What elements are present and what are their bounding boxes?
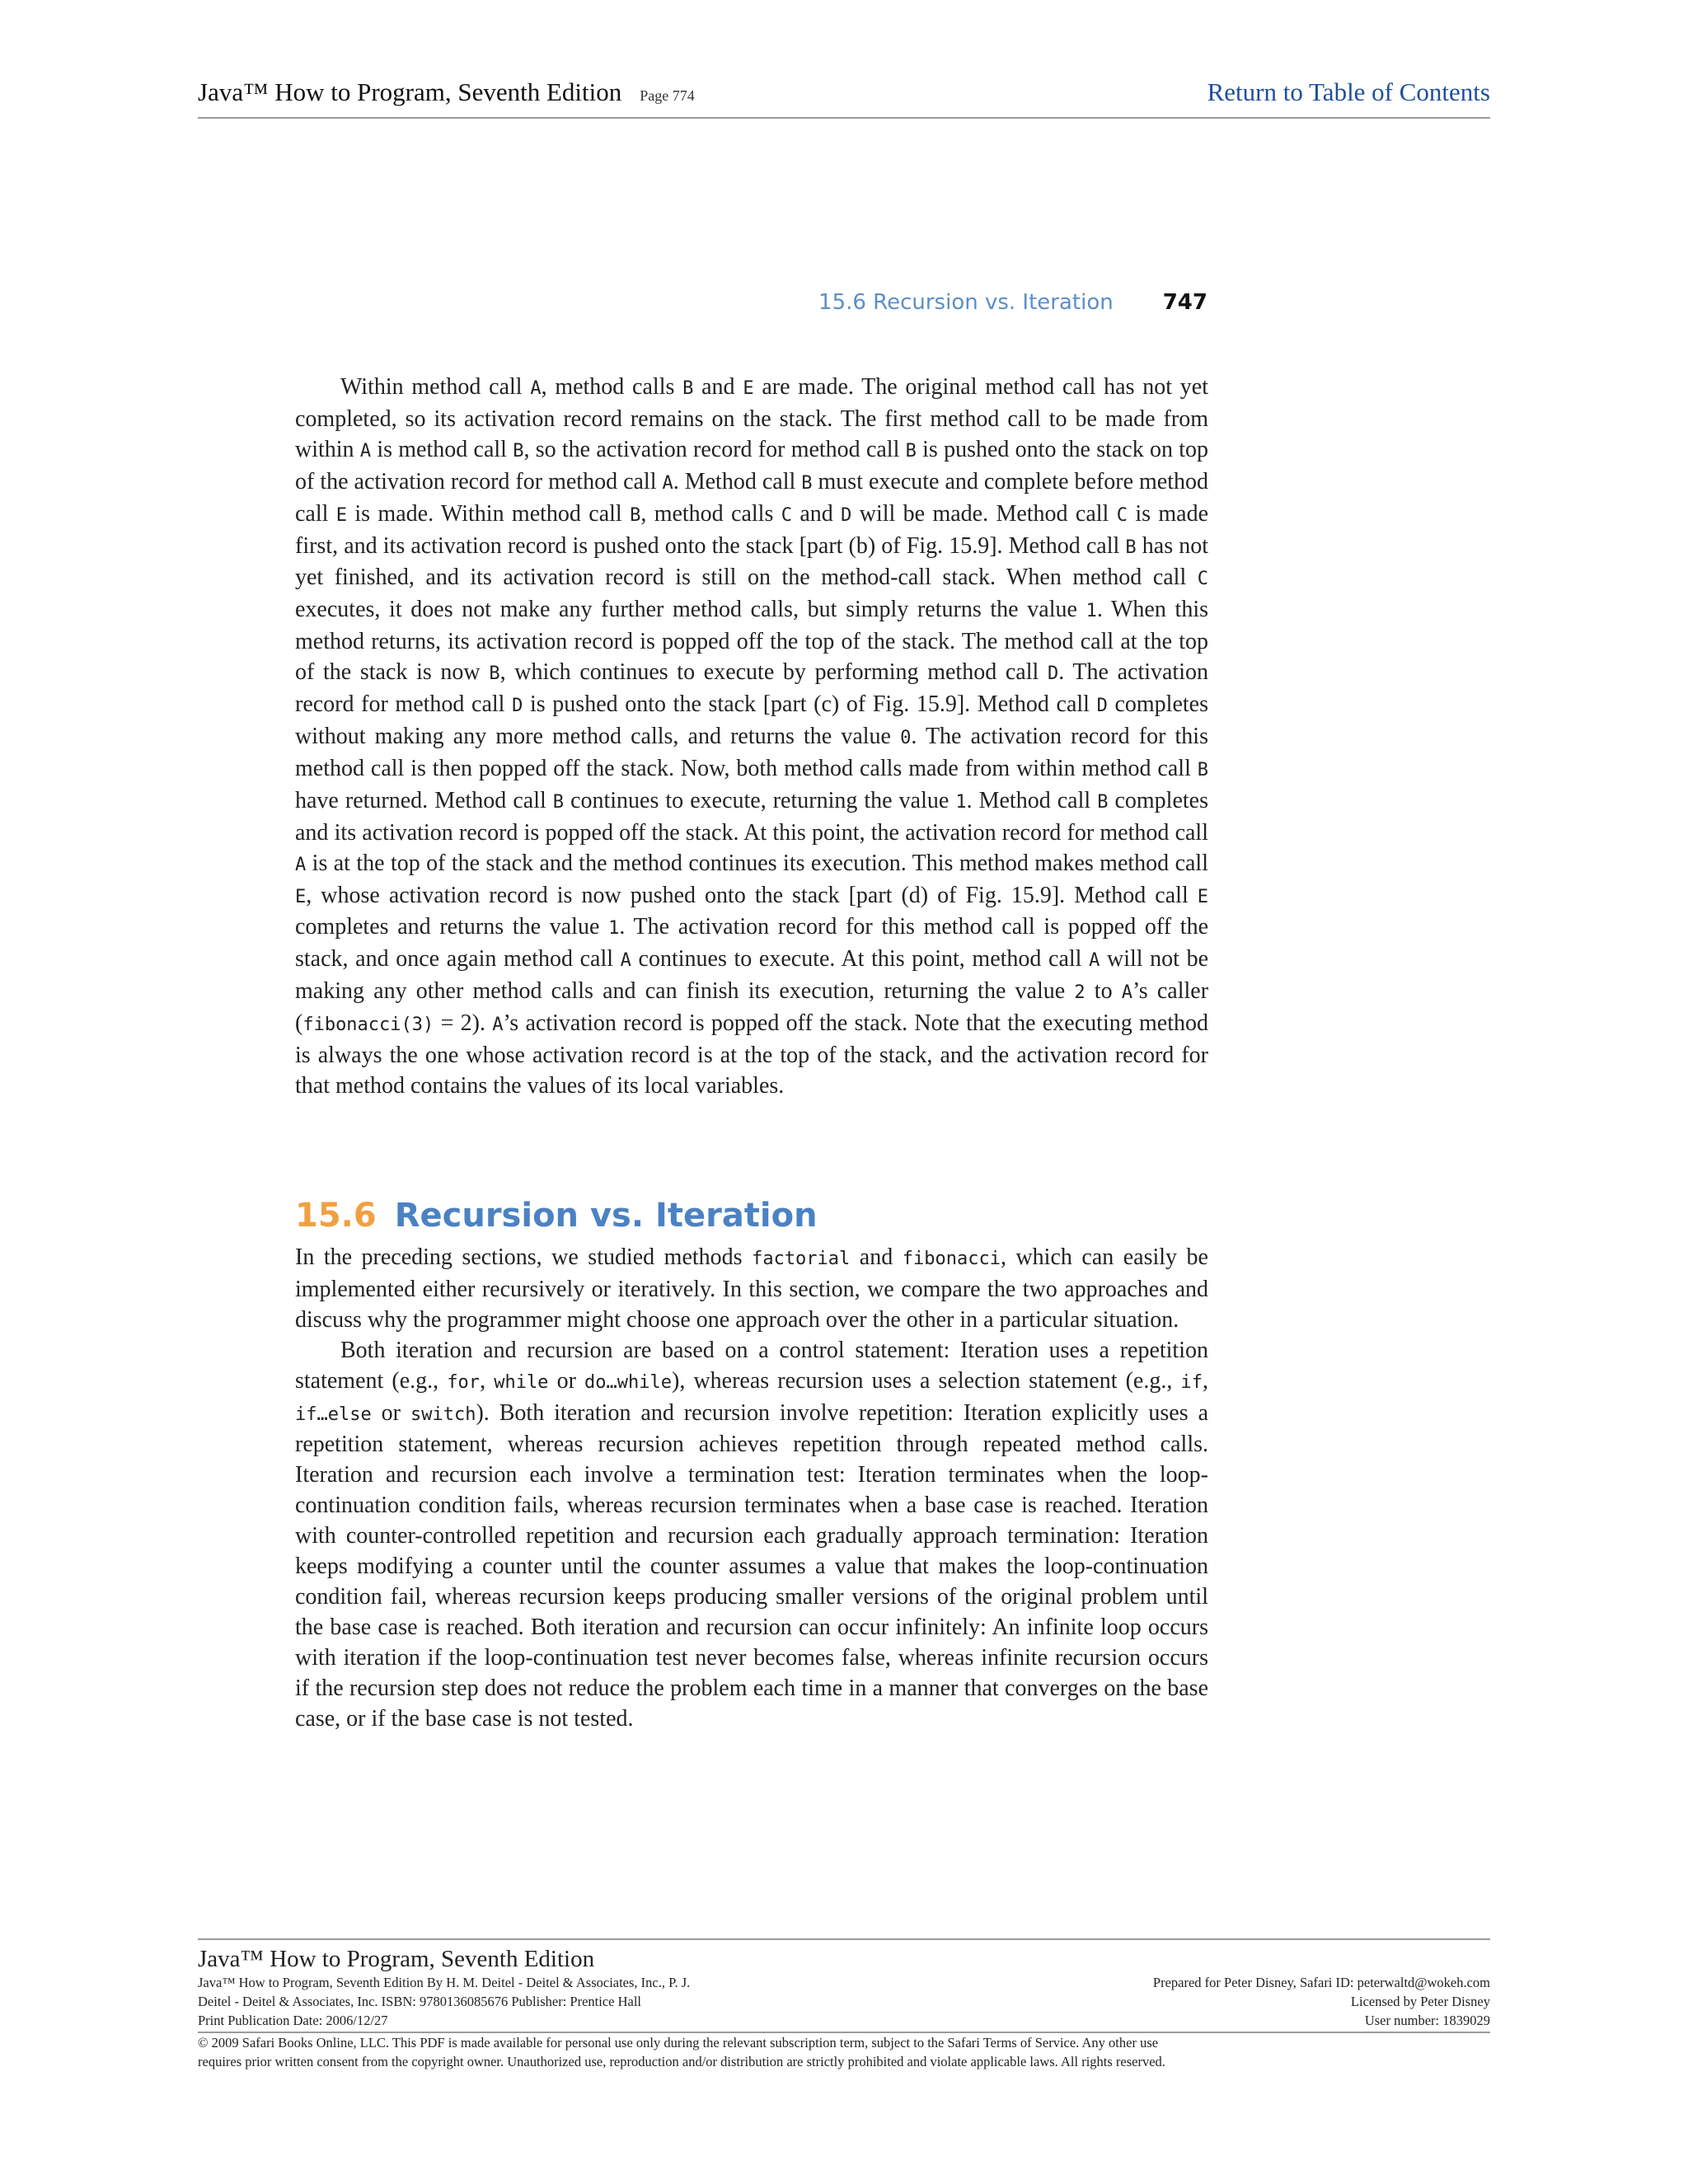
inline-code: B — [1125, 537, 1137, 558]
inline-code: D — [1096, 696, 1108, 717]
paragraph-intro: In the preceding sections, we studied methods factorial and fibonacci, which can easily be implemented either recursively or iteratively. In this section, we compare the two approaches and discuss why the programmer might choose one approach over the other in a particular situation. — [295, 1244, 1208, 1333]
inline-code: fibonacci — [902, 1249, 1001, 1269]
running-head-page-number: 747 — [1162, 290, 1207, 315]
footer-row — [198, 1973, 1490, 1992]
inline-code: fibonacci(3) — [302, 1015, 434, 1036]
section-title: Recursion vs. Iteration — [394, 1197, 818, 1235]
inline-code: A — [530, 378, 542, 399]
inline-code: C — [781, 504, 792, 526]
inline-code: A — [492, 1015, 504, 1036]
inline-code: if…else — [295, 1404, 372, 1425]
inline-code: E — [335, 504, 348, 526]
inline-code: B — [1097, 791, 1109, 813]
inline-code: B — [630, 504, 641, 526]
footer-row — [198, 1992, 1490, 2011]
inline-code: 1 — [608, 918, 620, 940]
footer-left-line: Deitel - Deitel & Associates, Inc. ISBN: 9780136085676 Publisher: Prentice Hall — [198, 1994, 641, 2009]
inline-code: B — [682, 378, 694, 399]
inline-code: D — [512, 696, 523, 717]
section-heading — [295, 1197, 818, 1235]
copyright-line: © 2009 Safari Books Online, LLC. This PDF is made available for personal use only during the relevant subscription term, subject to the Safari Terms of Service. Any other use — [198, 2035, 1159, 2050]
return-to-toc-link[interactable]: Return to Table of Contents — [1207, 77, 1490, 106]
inline-code: B — [905, 440, 917, 462]
inline-code: B — [513, 440, 524, 462]
copyright-line: requires prior written consent from the copyright owner. Unauthorized use, reproduction and/or distribution are strictly prohibited and violate applicable laws. All rights reserved. — [198, 2054, 1165, 2069]
inline-code: 1 — [955, 791, 967, 813]
footer-title: Java™ How to Program, Seventh Edition — [198, 1946, 595, 1972]
inline-code: D — [1047, 663, 1059, 685]
inline-code: A — [1121, 982, 1132, 1004]
inline-code: E — [295, 886, 307, 907]
page-label: Page 774 — [640, 87, 695, 104]
inline-code: while — [494, 1371, 549, 1393]
inline-code: B — [552, 791, 565, 813]
footer-row — [198, 2011, 1490, 2030]
inline-code: factorial — [752, 1249, 851, 1269]
inline-code: for — [447, 1371, 481, 1393]
paragraph-activation-records: Within method call A, method calls B and E are made. The original method call has not yet completed, so its activation record remains on the stack. The first method call to be made from within A is method call B, so the activation record for method call B is pushed onto the stack on top of the activation record for method call A. Method call B must execute and complete before method call E is made. Within method call B, method calls C and D will be made. Method call C is made first, and its activation record is pushed onto the stack [part (b) of Fig. 15.9]. Method call B has not yet finished, and its activation record is still on the method-call stack. When method call C executes, it does not make any further method calls, but simply returns the value 1. When this method returns, its activation record is popped off the top of the stack. The method call at the top of the stack is now B, which continues to execute by performing method call D. The activation record for method call D is pushed onto the stack [part (c) of Fig. 15.9]. Method call D completes without making any more method calls, and returns the value 0. The activation record for this method call is then popped off the stack. Now, both method calls made from within method call B have returned. Method call B continues to execute, returning the value 1. Method call B completes and its activation record is popped off the stack. At this point, the activation record for method call A is at the top of the stack and the method continues its execution. This method makes method call E, whose activation record is now pushed onto the stack [part (d) of Fig. 15.9]. Method call E completes and returns the value 1. The activation record for this method call is popped off the stack, and once again method call A continues to execute. At this point, method call A will not be making any other method calls and can finish its execution, returning the value 2 to A’s caller (fibonacci(3) = 2). A’s activation record is popped off the stack. Note that the executing method is always the one whose activation record is at the top of the stack, and the activation record for that method contains the values of its local variables. — [295, 374, 1209, 1099]
paragraph-comparison: Both iteration and recursion are based on a control statement: Iteration uses a repetition statement (e.g., for, while or do…while), whereas recursion uses a selection statement (e.g., if, if…else or switch). Both iteration and recursion involve repetition: Iteration explicitly uses a repetition statement, whereas recursion achieves repetition through repeated method calls. Iteration and recursion each involve a termination test: Iteration terminates when the loop-continuation condition fails, whereas recursion terminates when a base case is reached. Iteration with counter-controlled repetition and recursion each gradually approach termination: Iteration keeps modifying a counter until the counter assumes a value that makes the loop-continuation condition fail, whereas recursion keeps producing smaller versions of the original problem until the base case is reached. Both iteration and recursion can occur infinitely: An infinite loop occurs with iteration if the loop-continuation test never becomes false, whereas infinite recursion occurs if the recursion step does not reduce the problem each time in a manner that converges on the base case, or if the base case is not tested. — [295, 1337, 1208, 1732]
book-title: Java™ How to Program, Seventh Edition Page 774 — [198, 77, 695, 106]
footer-left-line: Java™ How to Program, Seventh Edition By H. M. Deitel - Deitel & Associates, Inc., P. J. — [198, 1975, 691, 1990]
footer-left-line: Print Publication Date: 2006/12/27 — [198, 2013, 388, 2028]
inline-code: B — [489, 663, 500, 685]
body-text-section — [295, 1243, 1208, 1735]
inline-code: 0 — [900, 727, 912, 748]
inline-code: C — [1197, 569, 1208, 590]
inline-code: C — [1116, 504, 1128, 526]
footer-right-line: User number: 1839029 — [1364, 2013, 1490, 2028]
inline-code: switch — [410, 1404, 476, 1425]
inline-code: E — [1197, 886, 1208, 907]
section-number: 15.6 — [295, 1197, 377, 1235]
inline-code: do…while — [584, 1371, 672, 1393]
inline-code: A — [1089, 950, 1100, 972]
body-text-top — [295, 373, 1208, 1102]
page-footer — [198, 1938, 1490, 2071]
footer-right-line: Licensed by Peter Disney — [1350, 1994, 1490, 2009]
footer-copyright — [198, 2032, 1490, 2071]
inline-code: 2 — [1074, 982, 1085, 1004]
inline-code: B — [1197, 759, 1208, 780]
inline-code: B — [801, 472, 813, 494]
inline-code: A — [295, 854, 307, 875]
inline-code: A — [359, 440, 372, 462]
inline-code: E — [743, 378, 754, 399]
inline-code: A — [662, 472, 673, 494]
inline-code: 1 — [1085, 601, 1097, 622]
inline-code: A — [620, 950, 631, 972]
inline-code: D — [841, 504, 852, 526]
running-head — [742, 290, 1207, 315]
footer-right-line: Prepared for Peter Disney, Safari ID: peterwaltd@wokeh.com — [1152, 1975, 1490, 1990]
page-header — [198, 76, 1490, 119]
running-head-section: 15.6 Recursion vs. Iteration — [818, 290, 1114, 315]
inline-code: if — [1180, 1371, 1203, 1393]
